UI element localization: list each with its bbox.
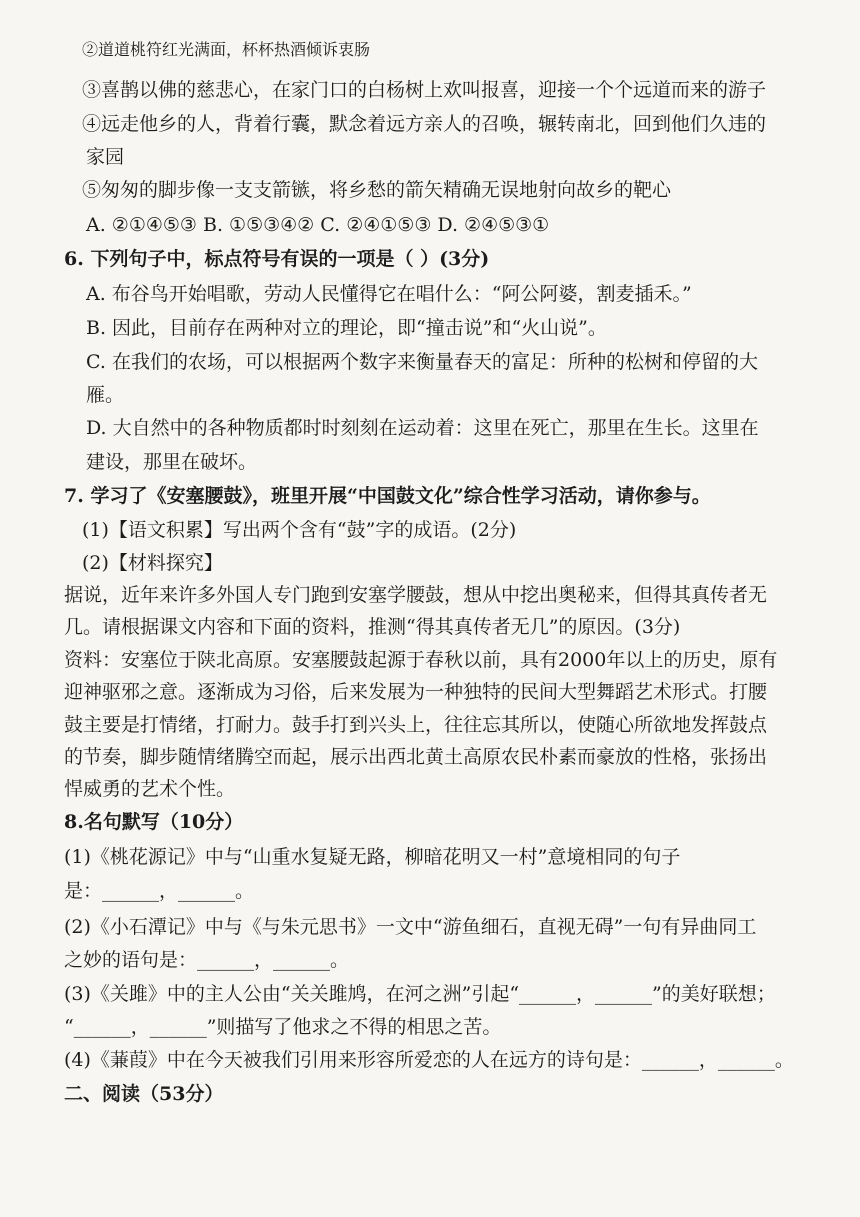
option-line-4: ④远走他乡的人，背着行囊，默念着远方亲人的召唤，辗转南北，回到他们久违的 xyxy=(82,113,767,135)
material-line-3: 鼓主要是打情绪，打耐力。鼓手打到兴头上，往往忘其所以，使随心所欲地发挥鼓点 xyxy=(64,714,768,736)
answer-choices-q5: A. ②①④⑤③ B. ①⑤③④② C. ②④①⑤③ D. ②④⑤③① xyxy=(86,214,550,236)
q6-option-b: B. 因此，目前存在两种对立的理论，即“撞击说”和“火山说”。 xyxy=(86,317,607,339)
question-8: 8.名句默写（10分） xyxy=(64,811,244,833)
q8-part-1-blank: 是：______，______。 xyxy=(64,880,255,902)
q7-part-2-heading: (2)【材料探究】 xyxy=(82,552,223,574)
q8-part-3-cont: “______，______”则描写了他求之不得的相思之苦。 xyxy=(64,1016,502,1038)
option-line-4-cont: 家园 xyxy=(86,146,125,168)
q6-option-c: C. 在我们的农场，可以根据两个数字来衡量春天的富足：所种的松树和停留的大 xyxy=(86,351,758,373)
material-line-2: 迎神驱邪之意。逐渐成为习俗，后来发展为一种独特的民间大型舞蹈艺术形式。打腰 xyxy=(64,681,768,703)
q6-option-d: D. 大自然中的各种物质都时时刻刻在运动着：这里在死亡，那里在生长。这里在 xyxy=(86,417,759,439)
q8-part-3: (3)《关雎》中的主人公由“关关雎鸠，在河之洲”引起“______，______”的美好联想； xyxy=(64,983,776,1005)
q8-part-1: (1)《桃花源记》中与“山重水复疑无路，柳暗花明又一村”意境相同的句子 xyxy=(64,846,681,868)
q6-option-c-cont: 雁。 xyxy=(86,384,125,406)
question-6: 6. 下列句子中，标点符号有误的一项是（ ）(3分) xyxy=(64,248,490,270)
section-reading-heading: 二、阅读（53分） xyxy=(64,1083,224,1105)
q8-part-4: (4)《蒹葭》中在今天被我们引用来形容所爱恋的人在远方的诗句是：______，______。 xyxy=(64,1049,794,1071)
q8-part-2: (2)《小石潭记》中与《与朱元思书》一文中“游鱼细石，直视无碍”一句有异曲同工 xyxy=(64,916,757,938)
q7-part-2-text-cont: 几。请根据课文内容和下面的资料，推测“得其真传者无几”的原因。(3分) xyxy=(64,616,681,638)
material-line-1: 资料：安塞位于陕北高原。安塞腰鼓起源于春秋以前，具有2000年以上的历史，原有 xyxy=(64,649,778,671)
q8-part-2-blank: 之妙的语句是：______，______。 xyxy=(64,949,350,971)
q7-part-2-text: 据说，近年来许多外国人专门跑到安塞学腰鼓，想从中挖出奥秘来，但得其真传者无 xyxy=(64,584,768,606)
q6-option-d-cont: 建设，那里在破坏。 xyxy=(86,451,258,473)
option-line-2: ②道道桃符红光满面，杯杯热酒倾诉衷肠 xyxy=(82,40,371,59)
q7-part-1: (1)【语文积累】写出两个含有“鼓”字的成语。(2分) xyxy=(82,519,517,541)
material-line-4: 的节奏，脚步随情绪腾空而起，展示出西北黄土高原农民朴素而豪放的性格，张扬出 xyxy=(64,746,768,768)
q6-option-a: A. 布谷鸟开始唱歌，劳动人民懂得它在唱什么：“阿公阿婆，割麦插禾。” xyxy=(86,283,692,305)
question-7: 7. 学习了《安塞腰鼓》，班里开展“中国鼓文化”综合性学习活动，请你参与。 xyxy=(64,485,711,507)
material-line-5: 悍威勇的艺术个性。 xyxy=(64,778,236,800)
option-line-5: ⑤匆匆的脚步像一支支箭镞，将乡愁的箭矢精确无误地射向故乡的靶心 xyxy=(82,179,672,201)
option-line-3: ③喜鹊以佛的慈悲心，在家门口的白杨树上欢叫报喜，迎接一个个远道而来的游子 xyxy=(82,79,767,101)
